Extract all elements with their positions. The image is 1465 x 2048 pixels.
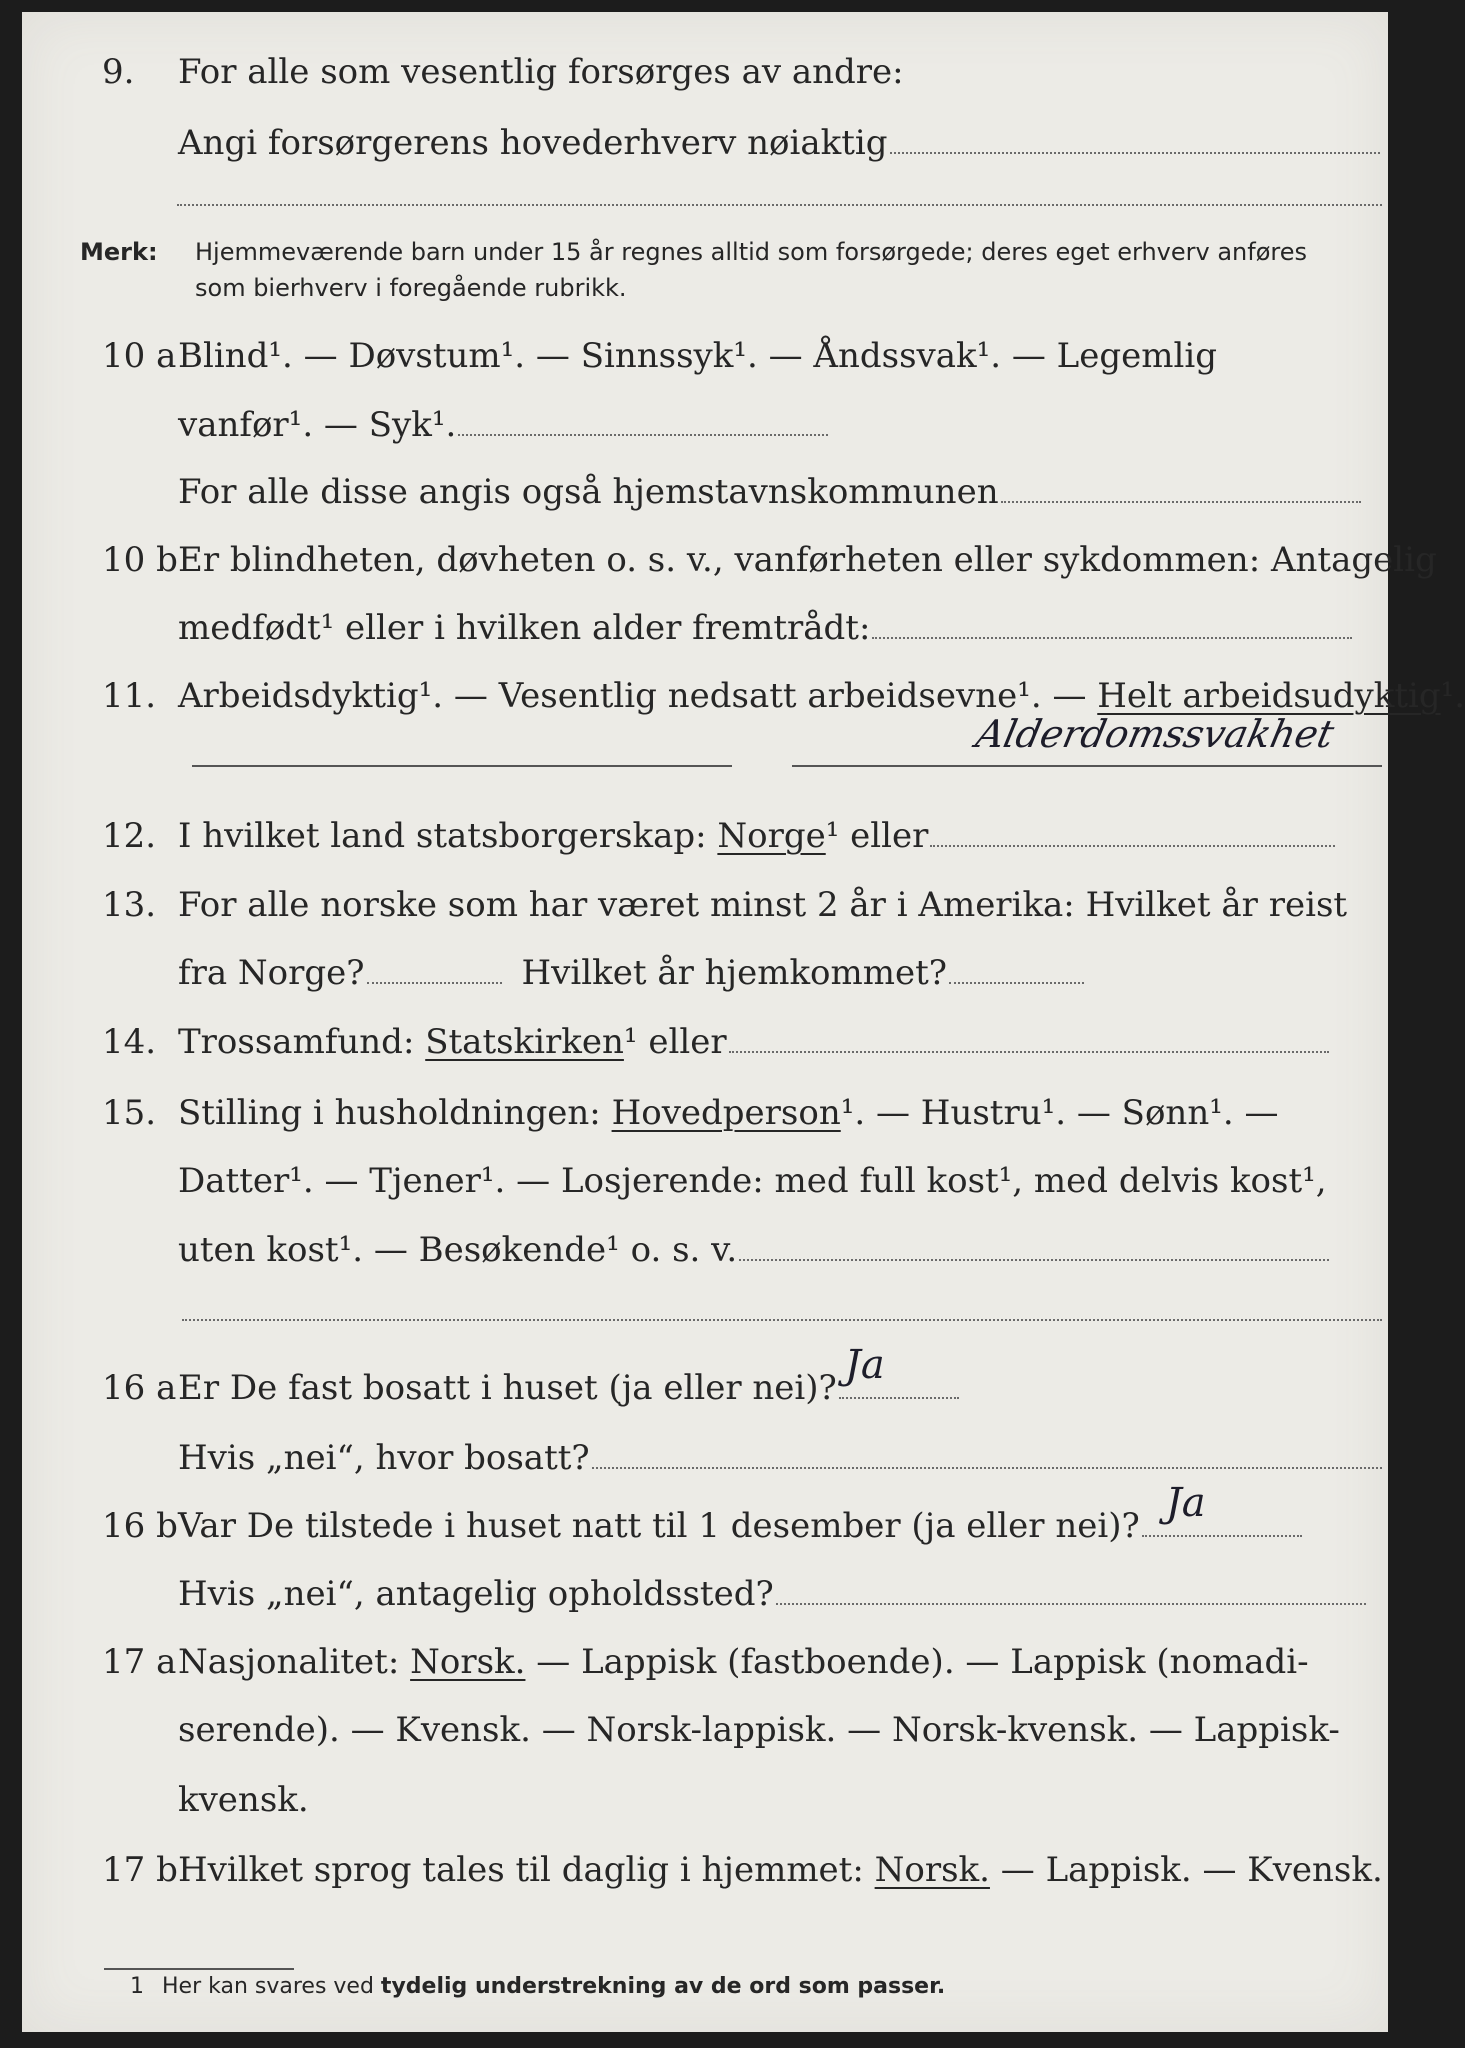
- q11-number: 11.: [102, 676, 157, 716]
- q11-line-left: [192, 765, 732, 767]
- q12-answer-field[interactable]: [930, 815, 1335, 847]
- q15-line2: Datter¹. — Tjener¹. — Losjerende: med full kost¹, med delvis kost¹,: [178, 1161, 1327, 1201]
- q10a-number: 10 a: [102, 336, 177, 376]
- q11-row: 11. Arbeidsdyktig¹. — Vesentlig nedsatt arbeidsevne¹. — Helt arbeidsudyktig¹.: [22, 668, 1388, 724]
- q17a-line3: kvensk.: [178, 1780, 309, 1820]
- q11-text: Arbeidsdyktig¹. — Vesentlig nedsatt arbeidsevne¹. —: [178, 676, 1098, 716]
- q10b-answer-field[interactable]: [872, 607, 1352, 639]
- q13-number: 13.: [102, 885, 157, 925]
- q10b-row2: [22, 600, 1388, 656]
- q10a-row2: [22, 397, 1388, 453]
- q16a-answer-field[interactable]: [839, 1342, 959, 1399]
- q17b-underlined-option: Norsk.: [874, 1850, 990, 1890]
- q9-line2: Angi forsørgerens hovederhverv nøiaktig: [178, 123, 888, 163]
- q13-line1: For alle norske som har været minst 2 år i Amerika: Hvilket år reist: [178, 885, 1348, 925]
- q12-row: 12. I hvilket land statsborgerskap: Norge¹ eller: [22, 808, 1388, 864]
- q10a-hometown-field[interactable]: [1001, 471, 1361, 503]
- q15-underlined-option: Hovedperson: [611, 1093, 841, 1133]
- q16a-row: 16 a Er De fast bosatt i huset (ja eller nei)? Ja: [22, 1360, 1388, 1416]
- q17b-number: 17 b: [102, 1850, 178, 1890]
- footnote-rule: [104, 1968, 294, 1970]
- q12-number: 12.: [102, 816, 157, 856]
- q13-returned-field[interactable]: [949, 952, 1084, 984]
- q16b-whereabouts-field[interactable]: [776, 1573, 1366, 1605]
- q16b-row: 16 b Var De tilstede i huset natt til 1 desember (ja eller nei)? Ja: [22, 1498, 1388, 1554]
- q13-row: [22, 877, 1388, 933]
- q13-row2: fra Norge? Hvilket år hjemkommet?: [22, 945, 1388, 1001]
- q9-row2: [22, 115, 1388, 171]
- q17a-row: 17 a Nasjonalitet: Norsk. — Lappisk (fastboende). — Lappisk (nomadi-: [22, 1634, 1388, 1690]
- q9-answer-field-2[interactable]: [177, 204, 1382, 206]
- q10a-line2: vanfør¹. — Syk¹.: [178, 405, 457, 445]
- q9-line1: For alle som vesentlig forsørges av andre:: [178, 52, 904, 92]
- q14-number: 14.: [102, 1022, 157, 1062]
- q9-number: 9.: [102, 52, 135, 92]
- q16a-row2: Hvis „nei“, hvor bosatt?: [22, 1430, 1388, 1486]
- q15-answer-field[interactable]: [739, 1229, 1329, 1261]
- q9-row: [22, 44, 1388, 100]
- q17a-line2: serende). — Kvensk. — Norsk-lappisk. — Norsk-kvensk. — Lappisk-: [178, 1710, 1340, 1750]
- census-form-page: [22, 12, 1465, 2032]
- q11-line-right: [792, 765, 1382, 767]
- q17b-row: 17 b Hvilket sprog tales til daglig i hjemmet: Norsk. — Lappisk. — Kvensk.: [22, 1842, 1388, 1898]
- q13-emigrated-field[interactable]: [367, 952, 502, 984]
- q10a-row: [22, 328, 1388, 384]
- q16a-residence-field[interactable]: [592, 1437, 1382, 1469]
- q14-row: 14. Trossamfund: Statskirken¹ eller: [22, 1014, 1388, 1070]
- q15-answer-field-2[interactable]: [182, 1319, 1382, 1321]
- q9-answer-field[interactable]: [890, 122, 1380, 154]
- footnote: 1 Her kan svares ved tydelig understrekning av de ord som passer.: [130, 1974, 946, 1999]
- q15-number: 15.: [102, 1093, 157, 1133]
- q10a-line3: For alle disse angis også hjemstavnskommunen: [178, 472, 999, 512]
- merk-label: Merk:: [80, 238, 158, 266]
- q16b-handwritten-answer: Ja: [1165, 1480, 1206, 1526]
- q10b-line2: medfødt¹ eller i hvilken alder fremtrådt:: [178, 608, 871, 648]
- footnote-mark: 1: [130, 1974, 144, 1999]
- merk-text: Hjemmeværende barn under 15 år regnes alltid som forsørgede; deres eget erhverv anføres som bierhverv i foregående rubrikk.: [195, 238, 1308, 302]
- q17a-row3: [22, 1772, 1388, 1828]
- q16b-number: 16 b: [102, 1506, 178, 1546]
- q17a-row2: [22, 1702, 1388, 1758]
- q17a-number: 17 a: [102, 1642, 177, 1682]
- q14-answer-field[interactable]: [729, 1021, 1329, 1053]
- q10a-line1: Blind¹. — Døvstum¹. — Sinnssyk¹. — Åndssvak¹. — Legemlig: [178, 336, 1217, 376]
- q10a-answer-field[interactable]: [458, 404, 828, 436]
- q16b-row2: Hvis „nei“, antagelig opholdssted?: [22, 1566, 1388, 1622]
- q15-row2: [22, 1153, 1388, 1209]
- q10b-line1: Er blindheten, døvheten o. s. v., vanførheten eller sykdommen: Antagelig: [178, 540, 1437, 580]
- q10b-number: 10 b: [102, 540, 178, 580]
- q10b-row: [22, 532, 1437, 588]
- q10a-row3: [22, 464, 1388, 520]
- q16a-number: 16 a: [102, 1368, 177, 1408]
- q15-row: 15. Stilling i husholdningen: Hovedperson¹. — Hustru¹. — Sønn¹. —: [22, 1085, 1388, 1141]
- q14-underlined-option: Statskirken: [425, 1022, 624, 1062]
- q15-row3: [22, 1222, 1388, 1278]
- q12-underlined-option: Norge: [717, 816, 826, 856]
- q15-line3: uten kost¹. — Besøkende¹ o. s. v.: [178, 1230, 738, 1270]
- q11-underlined-option: Helt arbeidsudyktig: [1097, 676, 1441, 716]
- q16a-handwritten-answer: Ja: [844, 1342, 885, 1388]
- q16b-answer-field[interactable]: [1142, 1480, 1302, 1537]
- q11-handwritten-answer: Alderdomssvakhet: [972, 712, 1338, 756]
- q17a-underlined-option: Norsk.: [410, 1642, 526, 1682]
